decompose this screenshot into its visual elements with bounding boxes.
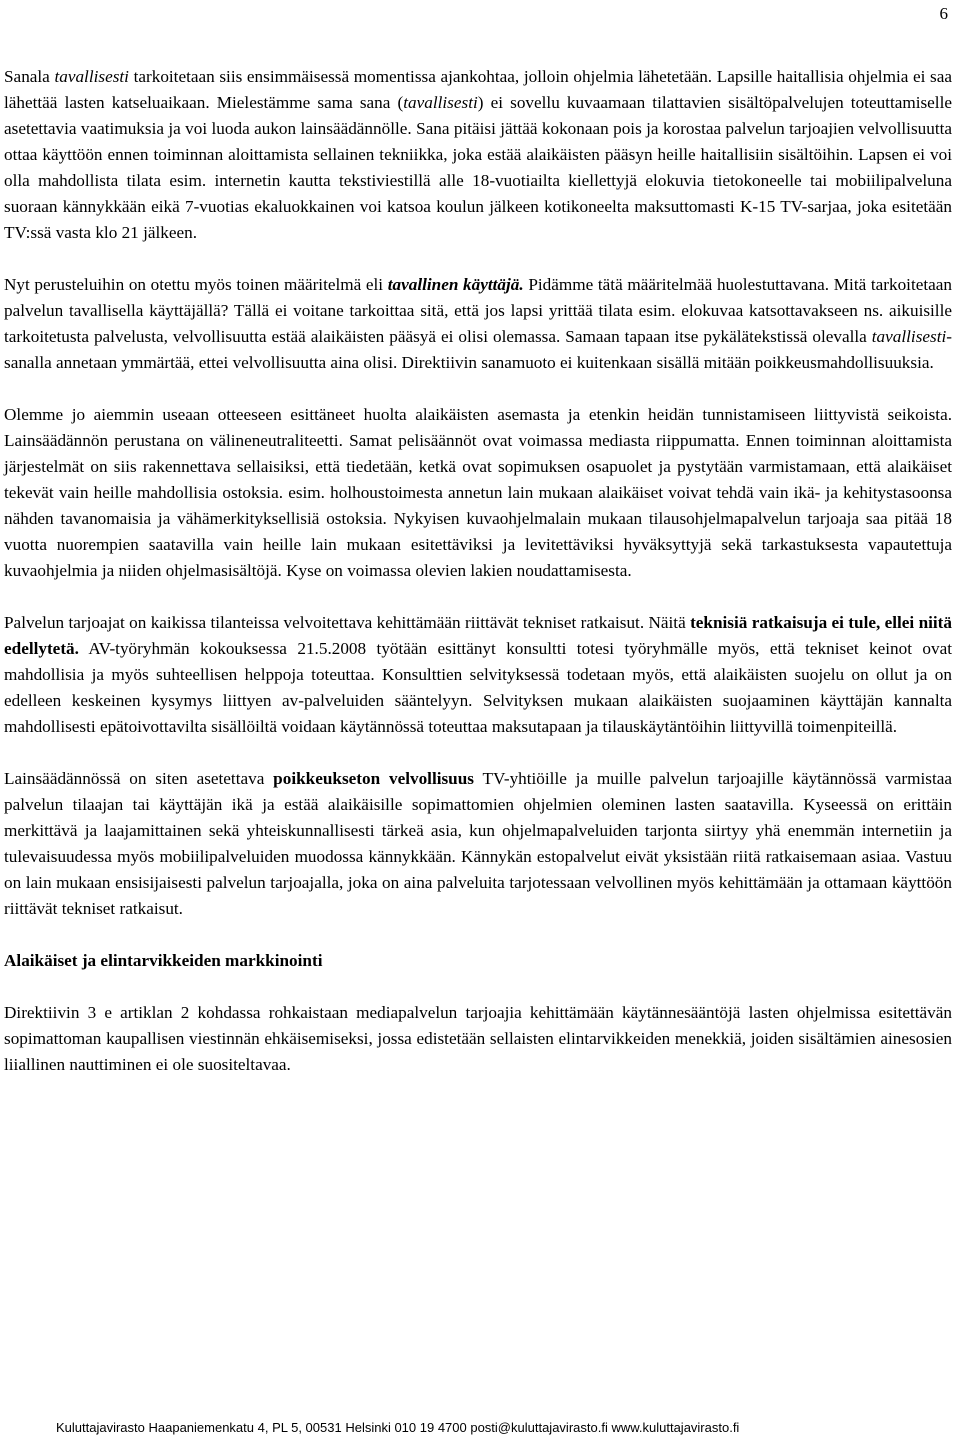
paragraph-3	[4, 402, 952, 584]
text-run: Lainsäädännössä on siten asetettava	[4, 769, 274, 788]
paragraph-1	[4, 64, 952, 246]
text-run: TV-yhtiöille ja muille palvelun tarjoajille käytännössä varmistaa palvelun tilaajan tai käyttäjän ikä ja estää alaikäisille sopimattomien ohjelmien oleminen lasten saatavilla. Kyseessä on erittäin merkittävä ja laajamittainen sekä yhteiskunnallisesti tärkeä asia, kun ohjelmapalveluiden tarjonta siirtyy yhä enemmän internetiin ja tulevaisuudessa myös mobiilipalveluiden muodossa kännykkään. Kännykän estopalvelut eivät yksistään riitä ratkaisemaan asiaa. Vastuu on lain mukaan ensisijaisesti palvelun tarjoajalla, joka on aina palveluita tarjotessaan velvollinen myös kehittämään ja ottamaan käyttöön riittävät tekniset ratkaisut.	[4, 769, 952, 918]
text-run: Palvelun tarjoajat on kaikissa tilanteissa velvoitettava kehittämään riittävät tekniset ratkaisut. Näitä	[4, 613, 691, 632]
paragraph-5	[4, 766, 952, 922]
text-run: ) ei sovellu kuvaamaan tilattavien sisältöpalvelujen toteuttamiselle asetettavia vaatimuksia ja voi luoda aukon lainsäädännölle. Sana pitäisi jättää kokonaan pois ja korostaa palvelun tarjoajien velvollisuutta ottaa käyttöön ennen toiminnan aloittamista sellainen tekniikka, joka estää alaikäisten pääsyn heille haitallisiin sisältöihin. Lapsen ei voi olla mahdollista tilata esim. internetin kautta tekstiviestillä alle 18-vuotiailta kiellettyjä elokuvia tietokoneelle tai mobiilipalveluna suoraan kännykkään eikä 7-vuotias ekaluokkainen voi katsoa koulun jälkeen kotikoneelta maksuttomasti K-15 TV-sarjaa, joka esitetään TV:ssä vasta klo 21 jälkeen.	[4, 93, 952, 242]
emphasized-text: teknisiä ratkaisuja ei tule, ellei niitä edellytetä.	[4, 613, 952, 658]
emphasized-text: poikkeukseton velvollisuus	[273, 769, 474, 788]
text-run: tarkoitetaan siis ensimmäisessä momentissa ajankohtaa, jolloin ohjelmia lähetetään. Lapsille haitallisia ohjelmia ei saa lähettää lasten katseluaikaan. Mielestämme sama sana (	[4, 67, 952, 112]
paragraph-4	[4, 610, 952, 740]
text-run: Pidämme tätä määritelmää huolestuttavana. Mitä tarkoitetaan palvelun tavallisella käyttäjällä? Tällä ei voitane tarkoittaa sitä, että jos lapsi yrittää tilata esim. elokuvaa katsottavakseen ns. aikuisille tarkoitetusta palvelusta, velvollisuutta estää alaikäisten pääsyä ei olisi olemassa. Samaan tapaan itse pykälätekstissä olevalla	[4, 275, 952, 346]
paragraph-6: Direktiivin 3 e artiklan 2 kohdassa rohkaistaan mediapalvelun tarjoajia kehittämään käytännesääntöjä lasten ohjelmissa esitettävän sopimattoman kaupallisen viestinnän ehkäisemiseksi, jossa edistetään sellaisten elintarvikkeiden menekkiä, joiden sisältämien ainesosien liiallinen nauttiminen ei ole suositeltavaa.	[4, 1003, 952, 1074]
page-number: 6	[939, 4, 948, 23]
text-run: AV-työryhmän kokouksessa 21.5.2008 työtään esittänyt konsultti totesi työryhmälle myös, että tekniset keinot ovat mahdollisia ja myös suhteellisen helppoja toteuttaa. Konsulttien selvityksessä todetaan myös, että alaikäisten suojelu on ollut ja on edelleen keskeinen kysymys liittyen av-palveluiden sääntelyyn. Selvityksen mukaan alaikäisten suojaaminen käyttäjän kannalta mahdollisesti epätoivottavilta sisällöiltä voidaan käytännössä toteuttaa maksutapaan ja tilauskäytäntöihin liittyvillä toimenpiteillä.	[4, 639, 952, 736]
text-run: Nyt perusteluihin on otettu myös toinen määritelmä eli	[4, 275, 388, 294]
section-heading: Alaikäiset ja elintarvikkeiden markkinointi	[4, 951, 323, 970]
document-body	[4, 64, 952, 1104]
footer-contact: Kuluttajavirasto Haapaniemenkatu 4, PL 5, 00531 Helsinki 010 19 4700 posti@kuluttajavirasto.fi www.kuluttajavirasto.fi	[56, 1420, 740, 1435]
paragraph-2	[4, 272, 952, 376]
emphasized-text: tavallinen käyttäjä.	[387, 275, 524, 294]
text-run: Sanala	[4, 67, 55, 86]
text-run: -sanalla annetaan ymmärtää, ettei velvollisuutta aina olisi. Direktiivin sanamuoto ei kuitenkaan sisällä mitään poikkeusmahdollisuuksia.	[4, 327, 952, 372]
text-run: Olemme jo aiemmin useaan otteeseen esittäneet huolta alaikäisten asemasta ja etenkin heidän tunnistamiseen liittyvistä seikoista. Lainsäädännön perustana on välineneutraliteetti. Samat pelisäännöt ovat voimassa mediasta riippumatta. Ennen toiminnan aloittamista järjestelmät on siis rakennettava sellaisiksi, että tiedetään, ketkä ovat sopimuksen osapuolet ja pystytään varmistamaan, että alaikäiset tekevät vain heille mahdollisia ostoksia. esim. holhoustoimesta annetun lain mukaan alaikäiset voivat tehdä vain ikä- ja kehitystasoonsa nähden tavanomaisia ja vähämerkityksellisiä ostoksia. Nykyisen kuvaohjelmalain mukaan tilausohjelmapalvelun tarjoaja saa pitää 18 vuotta nuorempien saatavilla vain heille lain mukaan esitettäviksi ja levitettäviksi hyväksyttyjä sekä tarkastuksesta vapautettuja kuvaohjelmia ja niiden ohjelmasisältöjä. Kyse on voimassa olevien lakien noudattamisesta.	[4, 405, 952, 580]
emphasized-text: tavallisesti	[54, 67, 129, 86]
emphasized-text: tavallisesti	[403, 93, 478, 112]
emphasized-text: tavallisesti	[871, 327, 947, 346]
